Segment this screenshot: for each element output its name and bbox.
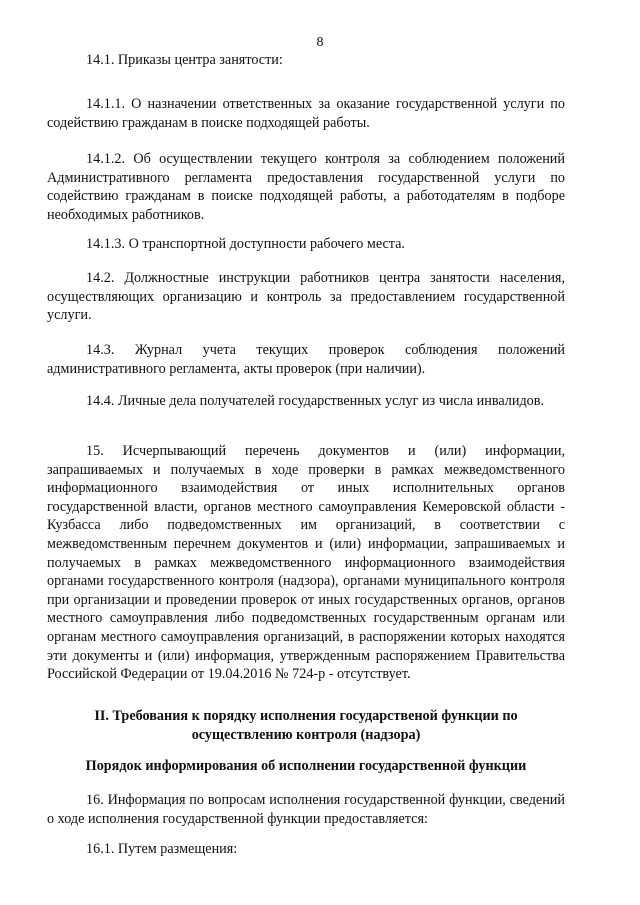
paragraph-15: 15. Исчерпывающий перечень документов и (или) информации, запрашиваемых и получаемых в ходе проверки в рамках межведомственного информационного взаимодействия от иных исполнительных органов государственной власти, органов местного самоуправления Кемеровской области - Кузбасса либо подведомственных им организаций, в соответствии с межведомственным перечнем документов и (или) информации, запрашиваемых и получаемых в рамках межведомственного информационного взаимодействия органами государственного контроля (надзора), органами муниципального контроля при организации и проведении проверок от иных государственных органов, органов местного самоуправления либо подведомственных государственным органам или органам местного самоуправления организаций, в распоряжении которых находятся эти документы и (или) информация, утвержденным распоряжением Правительства Российской Федерации от 19.04.2016 № 724-р - отсутствует. xyxy=(47,443,565,683)
paragraph-14-3: 14.3. Журнал учета текущих проверок соблюдения положений административного регламента, акты проверок (при наличии). xyxy=(47,342,565,377)
subheading: Порядок информирования об исполнении государственной функции xyxy=(85,758,527,774)
paragraph-14-1: 14.1. Приказы центра занятости: xyxy=(86,52,283,68)
paragraph-16: 16. Информация по вопросам исполнения государственной функции, сведений о ходе исполнения государственной функции предоставляется: xyxy=(47,792,565,827)
paragraph-14-1-3: 14.1.3. О транспортной доступности рабочего места. xyxy=(86,236,405,252)
page-number: 8 xyxy=(316,35,324,50)
paragraph-14-1-1: 14.1.1. О назначении ответственных за оказание государственной услуги по содействию гражданам в поиске подходящей работы. xyxy=(47,96,565,131)
paragraph-14-1-2: 14.1.2. Об осуществлении текущего контроля за соблюдением положений Административного регламента предоставления государственной услуги по содействию гражданам в поиске подходящей работы, а работодателям в подборе необходимых работников. xyxy=(47,151,565,223)
section-heading: II. Требования к порядку исполнения государственой функции по осуществлению контроля (надзора) xyxy=(94,708,518,743)
paragraph-14-4: 14.4. Личные дела получателей государственных услуг из числа инвалидов. xyxy=(86,393,545,409)
paragraph-16-1: 16.1. Путем размещения: xyxy=(86,841,238,857)
paragraph-14-2: 14.2. Должностные инструкции работников центра занятости населения, осуществляющих организацию и контроль за предоставлением государственной услуги. xyxy=(47,270,565,324)
